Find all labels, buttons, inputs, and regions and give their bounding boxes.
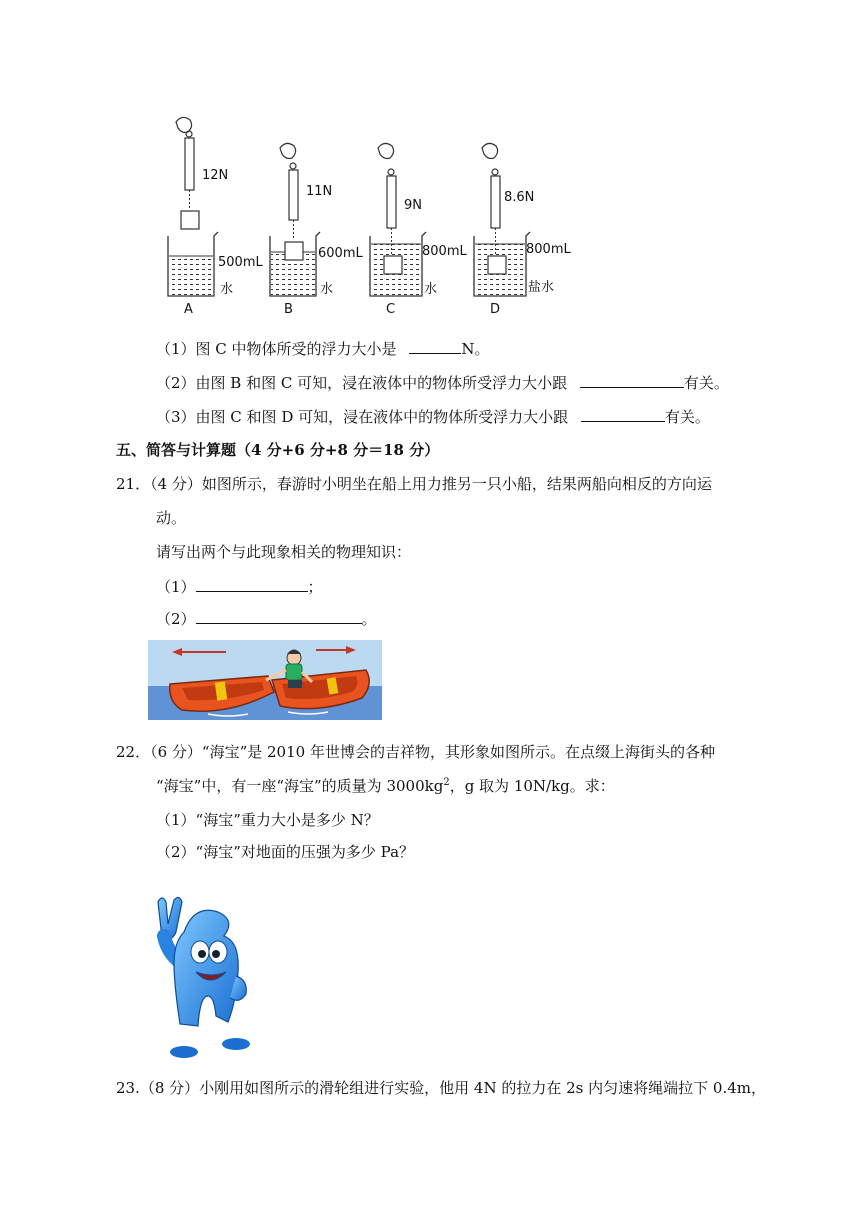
volume-label-b: 600mL bbox=[318, 246, 363, 261]
object-block bbox=[384, 256, 402, 274]
q20-sub3-suffix: 有关。 bbox=[664, 408, 710, 426]
force-label-b: 11N bbox=[306, 184, 333, 199]
haibao-svg bbox=[144, 892, 260, 1060]
q20-sub1-suffix: N。 bbox=[461, 340, 490, 358]
q21-sub2-blank[interactable] bbox=[196, 608, 362, 624]
object-block bbox=[488, 256, 506, 274]
q20-sub1 bbox=[156, 338, 489, 359]
hand-icon bbox=[176, 117, 192, 132]
volume-label-a: 500mL bbox=[218, 255, 263, 270]
q21-sub2 bbox=[156, 608, 377, 629]
q22-superscript: 2 bbox=[443, 777, 450, 788]
q21-sub1-blank[interactable] bbox=[196, 576, 308, 592]
spring-scale bbox=[387, 176, 396, 228]
q20-sub1-blank[interactable] bbox=[409, 338, 461, 354]
q20-sub3-text: （3）由图 C 和图 D 可知，浸在液体中的物体所受浮力大小跟 bbox=[156, 408, 569, 426]
section-5-heading: 五、简答与计算题（4 分+6 分+8 分＝18 分） bbox=[116, 441, 440, 459]
q21-sub1-suffix: ； bbox=[307, 578, 323, 596]
spring-scale bbox=[185, 138, 194, 190]
liquid-label-d: 盐水 bbox=[528, 280, 555, 295]
liquid-label-b: 水 bbox=[320, 282, 334, 297]
object-block bbox=[181, 211, 199, 229]
volume-label-c: 800mL bbox=[422, 244, 467, 259]
q20-sub2-suffix: 有关。 bbox=[683, 374, 729, 392]
q21-stem-line2: 动。 bbox=[156, 509, 187, 527]
liquid-label-a: 水 bbox=[220, 282, 234, 297]
force-label-a: 12N bbox=[202, 168, 229, 183]
q20-sub2-text: （2）由图 B 和图 C 可知，浸在液体中的物体所受浮力大小跟 bbox=[156, 374, 568, 392]
q23-stem-line1: 23.（8 分）小刚用如图所示的滑轮组进行实验，他用 4N 的拉力在 2s 内匀速将绳端拉下 0.4m， bbox=[116, 1079, 766, 1097]
q20-sub3-blank[interactable] bbox=[581, 406, 665, 422]
haibao-body bbox=[174, 910, 238, 1026]
q21-stem-line1: 21．（4 分）如图所示，春游时小明坐在船上用力推另一只小船，结果两船向相反的方向运 bbox=[116, 475, 712, 493]
q20-sub1-text: （1）图 C 中物体所受的浮力大小是 bbox=[156, 340, 397, 358]
q22-stem-line1: 22．（6 分）“海宝”是 2010 年世博会的吉祥物，其形象如图所示。在点缀上海街头的各种 bbox=[116, 743, 715, 761]
boats-svg bbox=[148, 640, 382, 720]
haibao-mascot-image bbox=[144, 892, 260, 1060]
q20-sub2 bbox=[156, 372, 729, 393]
panel-letter-a: A bbox=[184, 302, 193, 317]
object-block bbox=[285, 242, 303, 260]
hand-icon bbox=[280, 143, 296, 158]
panel-a bbox=[168, 117, 218, 296]
q21-sub2-label: （2） bbox=[156, 610, 196, 628]
panel-d bbox=[474, 143, 530, 296]
q22-stem-line2-suffix: ，g 取为 10N/kg。求： bbox=[449, 777, 615, 795]
q20-sub2-blank[interactable] bbox=[580, 372, 684, 388]
force-label-c: 9N bbox=[404, 198, 422, 213]
hand-icon bbox=[378, 143, 394, 158]
panel-letter-d: D bbox=[490, 302, 501, 317]
q21-prompt: 请写出两个与此现象相关的物理知识： bbox=[156, 543, 412, 561]
q21-sub1-label: （1） bbox=[156, 578, 196, 596]
panel-c bbox=[370, 143, 426, 296]
buoyancy-experiment-figure bbox=[160, 112, 580, 322]
q22-stem-line2-text: “海宝”中，有一座“海宝”的质量为 3000kg bbox=[156, 777, 444, 795]
panel-b bbox=[270, 143, 320, 296]
q20-sub3 bbox=[156, 406, 710, 427]
q21-sub1 bbox=[156, 576, 323, 597]
liquid-label-c: 水 bbox=[424, 282, 438, 297]
hand-icon bbox=[482, 143, 498, 158]
panel-letter-b: B bbox=[284, 302, 293, 317]
q21-sub2-suffix: 。 bbox=[361, 610, 377, 628]
panel-letter-c: C bbox=[386, 302, 396, 317]
q22-sub2: （2）“海宝”对地面的压强为多少 Pa？ bbox=[156, 843, 415, 861]
q22-stem-line2 bbox=[156, 776, 615, 796]
spring-scale bbox=[289, 170, 298, 220]
boats-illustration bbox=[148, 640, 382, 720]
boy-body bbox=[286, 664, 302, 680]
q22-sub1: （1）“海宝”重力大小是多少 N？ bbox=[156, 811, 379, 829]
volume-label-d: 800mL bbox=[526, 242, 571, 257]
spring-scale bbox=[491, 176, 500, 228]
force-label-d: 8.6N bbox=[504, 190, 535, 205]
